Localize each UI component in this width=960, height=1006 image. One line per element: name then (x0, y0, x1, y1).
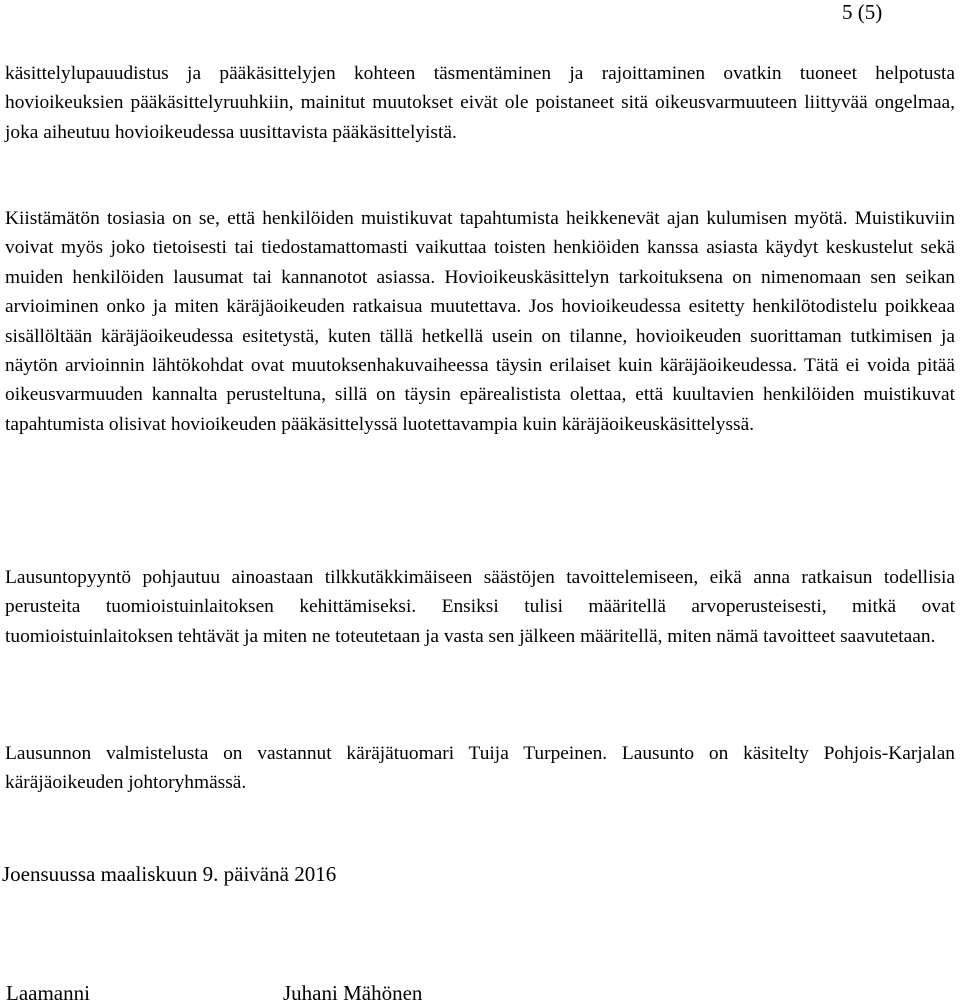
signature-title: Laamanni (6, 981, 90, 1005)
signature-name: Juhani Mähönen (283, 981, 423, 1005)
paragraph-request-critique: Lausuntopyyntö pohjautuu ainoastaan tilkkutäkkimäiseen säästöjen tavoittelemiseen, eikä anna ratkaisun todellisia perusteita tuomioistuinlaitoksen kehittämiseksi. Ensiksi tulisi määritellä arvoperusteisesti, mitkä ovat tuomioistuinlaitoksen tehtävät ja miten ne toteutetaan ja vasta sen jälkeen määritellä, miten nämä tavoitteet saavutetaan. (5, 567, 955, 647)
paragraph-preparation-note: Lausunnon valmistelusta on vastannut käräjätuomari Tuija Turpeinen. Lausunto on käsitelty Pohjois-Karjalan käräjäoikeuden johtoryhmässä. (5, 743, 955, 794)
page-number: 5 (5) (842, 0, 883, 24)
paragraph-memory-fading: Kiistämätön tosiasia on se, että henkilöiden muistikuvat tapahtumista heikkenevät ajan kulumisen myötä. Muistikuviin voivat myös joko tietoisesti tai tiedostamattomasti vaikuttaa toisten henkiöiden kanssa asiasta käydyt keskustelut sekä muiden henkilöiden lausumat tai kannanotot asiassa. Hovioikeuskäsittelyn tarkoituksena on nimenomaan sen seikan arvioiminen onko ja miten käräjäoikeuden ratkaisua muutettava. Jos hovioikeudessa esitetty henkilötodistelu poikkeaa sisällöltään käräjäoikeudessa esitetystä, kuten tällä hetkellä usein on tilanne, hovioikeuden suorittaman tutkimisen ja näytön arvioinnin lähtökohdat ovat muutoksenhakuvaiheessa täysin erilaiset kuin käräjäoikeudessa. Tätä ei voida pitää oikeusvarmuuden kannalta perusteltuna, sillä on täysin epärealistista olettaa, että kuultavien henkilöiden muistikuvat tapahtumista olisivat hovioikeuden pääkäsittelyssä luotettavampia kuin käräjäoikeuskäsittelyssä. (5, 208, 955, 435)
date-line: Joensuussa maaliskuun 9. päivänä 2016 (2, 862, 337, 886)
paragraph-appeal-reform: käsittelylupauudistus ja pääkäsittelyjen kohteen täsmentäminen ja rajoittaminen ovatkin tuoneet helpotusta hovioikeuksien pääkäsittelyruuhkiin, mainitut muutokset eivät ole poistaneet sitä oikeusvarmuuteen liittyvää ongelmaa, joka aiheutuu hovioikeudessa uusittavista pääkäsittelyistä. (5, 63, 955, 143)
